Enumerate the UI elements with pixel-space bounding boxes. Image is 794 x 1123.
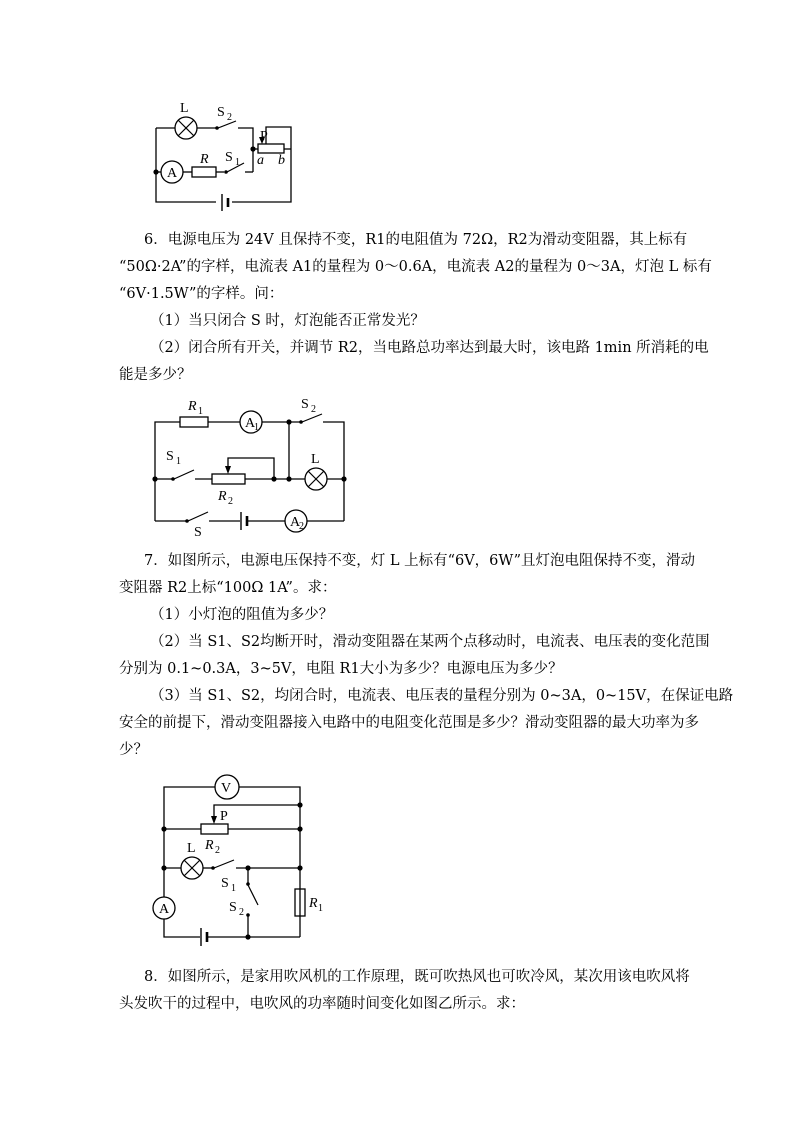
r1-sub: 1: [318, 903, 323, 914]
switch-s1-sub: 1: [235, 157, 240, 168]
lamp-label: L: [187, 841, 196, 856]
switch-s1-label: S: [166, 449, 174, 464]
q7-subquestion-3a: （3）当 S1、S2，均闭合时，电流表、电压表的量程分别为 0~3A，0~15V，在保证电路: [150, 688, 734, 704]
q6-line-1: 6．电源电压为 24V 且保持不变，R1的电阻值为 72Ω，R2为滑动变阻器，其上标有: [144, 232, 688, 248]
lamp-label: L: [180, 101, 189, 116]
r1-label: R: [309, 896, 318, 911]
r1-sub: 1: [198, 406, 203, 417]
circuit-diagram-q5: [0, 0, 794, 230]
ammeter-a1-sub: 1: [254, 422, 259, 433]
q6-line-2: “50Ω·2A”的字样，电流表 A1的量程为 0～0.6A，电流表 A2的量程为 0～3A，灯泡 L 标有: [119, 259, 712, 275]
r2-sub: 2: [228, 496, 233, 507]
circuit-diagram-q6: [0, 390, 794, 540]
switch-s2-sub: 2: [311, 404, 316, 415]
switch-s1-sub: 1: [231, 883, 236, 894]
resistor-r-label: R: [200, 152, 209, 167]
switch-s2-sub: 2: [239, 907, 244, 918]
q8-line-1: 8．如图所示，是家用吹风机的工作原理，既可吹热风也可吹冷风，某次用该电吹风将: [144, 969, 690, 985]
q7-subquestion-3b: 安全的前提下，滑动变阻器接入电路中的电阻变化范围是多少？滑动变阻器的最大功率为多: [119, 715, 699, 731]
switch-s2-label: S: [301, 397, 309, 412]
ammeter-a2-sub: 2: [299, 521, 304, 532]
ammeter-label: A: [167, 166, 178, 181]
switch-s1-sub: 1: [176, 456, 181, 467]
switch-s1-label: S: [221, 876, 229, 891]
r2-label: R: [218, 489, 227, 504]
r2-label: R: [205, 838, 214, 853]
q8-line-2: 头发吹干的过程中，电吹风的功率随时间变化如图乙所示。求：: [119, 996, 525, 1012]
r2-sub: 2: [215, 845, 220, 856]
voltmeter-label: V: [221, 781, 232, 796]
q6-subquestion-2a: （2）闭合所有开关，并调节 R2，当电路总功率达到最大时，该电路 1min 所消耗的电: [150, 340, 709, 356]
slider-p-label: P: [220, 809, 228, 824]
slider-p-label: P: [260, 129, 268, 144]
q6-subquestion-1: （1）当只闭合 S 时，灯泡能否正常发光？: [150, 313, 425, 329]
q7-line-2: 变阻器 R2上标“100Ω 1A”。求：: [119, 580, 337, 596]
switch-s2-sub: 2: [227, 112, 232, 123]
q6-line-3: “6V·1.5W”的字样。问：: [119, 286, 284, 302]
lamp-label: L: [311, 452, 320, 467]
ammeter-a1-label: A: [245, 416, 256, 431]
q6-subquestion-2b: 能是多少？: [119, 367, 192, 383]
circuit-diagram-q7: [0, 765, 794, 955]
q7-subquestion-1: （1）小灯泡的阻值为多少？: [150, 607, 334, 623]
switch-s2-label: S: [217, 105, 225, 120]
q7-subquestion-2a: （2）当 S1、S2均断开时，滑动变阻器在某两个点移动时，电流表、电压表的变化范围: [150, 634, 710, 650]
switch-s-label: S: [194, 525, 202, 540]
terminal-a-label: a: [257, 153, 264, 168]
q7-subquestion-3c: 少？: [119, 742, 148, 758]
r1-label: R: [188, 399, 197, 414]
ammeter-label: A: [159, 902, 170, 917]
q7-subquestion-2b: 分别为 0.1~0.3A，3~5V，电阻 R1大小为多少？电源电压为多少？: [119, 661, 563, 677]
q7-line-1: 7．如图所示，电源电压保持不变，灯 L 上标有“6V，6W”且灯泡电阻保持不变，滑动: [144, 553, 695, 569]
ammeter-a2-label: A: [290, 515, 301, 530]
terminal-b-label: b: [278, 153, 285, 168]
switch-s2-label: S: [229, 900, 237, 915]
switch-s1-label: S: [225, 150, 233, 165]
